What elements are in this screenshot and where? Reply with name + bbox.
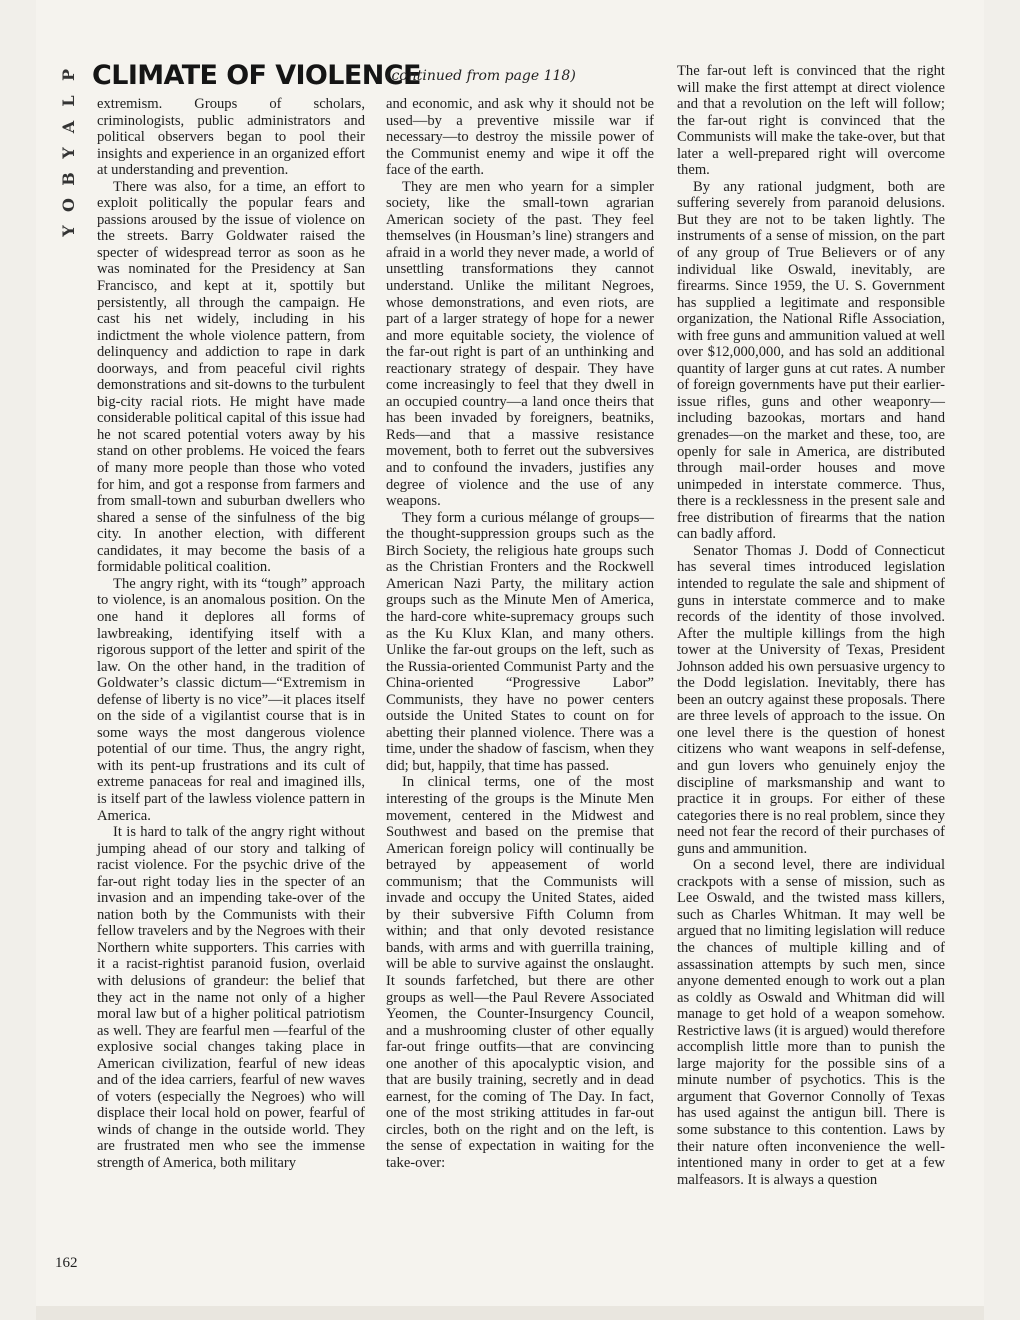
- text-column-3: [677, 63, 945, 1282]
- paragraph: They are men who yearn for a simpler society, like the small-town agrarian American society of the past. They feel themselves (in Housman’s line) strangers and afraid in a world they never made, a world of unsettling transformations they cannot understand. Unlike the militant Negroes, whose demonstrations, and even riots, are part of a larger strategy of hope for a newer and more equitable society, the violence of the far-out right is part of an unthinking and reactionary strategy of despair. They have come increasingly to feel that they dwell in an occupied country—a land once theirs that has been invaded by foreigners, beatniks, Reds—and that a massive resistance movement, both to ferret out the subversives and to confound the invaders, justifies any degree of violence and the use of any weapons.: [386, 178, 654, 510]
- paragraph: By any rational judgment, both are suffering severely from paranoid delusions. But they are not to be taken lightly. The instruments of a sense of mission, on the part of any group of True Believers or of any individual like Oswald, inevitably, are firearms. Since 1959, the U. S. Government has supplied a legitimate and responsible organization, the National Rifle Association, with free guns and ammunition valued at well over $12,000,000, and has sold an additional quantity of larger guns at cut rates. A number of foreign governments have put their earlier-issue rifles, guns and other weaponry—including bazookas, mortars and hand grenades—on the market and these, too, are openly for sale in America, are distributed through mail-order houses and move unimpeded in interstate commerce. Thus, there is a recklessness in the present sale and free distribution of firearms that the nation can badly afford.: [677, 178, 945, 543]
- paragraph: In clinical terms, one of the most interesting of the groups is the Minute Men movement, centered in the Midwest and Southwest and based on the premise that American foreign policy will continually be betrayed by appeasement of world communism; that the Communists will invade and occupy the United States, aided by their subversive Fifth Column from within; and that only devoted resistance bands, with arms and with guerrilla training, will be able to survive against the onslaught. It sounds farfetched, but there are other groups as well—the Paul Revere Associated Yeomen, the Counter-Insurgency Council, and a mushrooming cluster of other equally far-out fringe outfits—that are convincing one another of this apocalyptic vision, and that are busily training, secretly and in dead earnest, for the coming of The Day. In fact, one of the most striking attitudes in far-out circles, both on the right and on the left, is the sense of expectation in waiting for the take-over:: [386, 774, 654, 1171]
- paragraph: There was also, for a time, an effort to exploit politically the popular fears and passions aroused by the issue of violence on the streets. Barry Goldwater raised the specter of widespread terror as soon as he was nominated for the Presidency at San Francisco, and kept at it, spottily but persistently, all through the campaign. He cast his net widely, including in his indictment the whole violence pattern, from delinquency and addiction to rape in dark doorways, and from peaceful civil rights demonstrations and sit-downs to the turbulent big-city racial riots. He might have made considerable political capital of this issue had he not scared potential voters away by his stand on other problems. He voiced the fears of many more people than those who voted for him, and got a response from farmers and from small-town and suburban dwellers who shared a sense of the sinfulness of the big city. In another election, with different candidates, it may become the basis of a formidable political coalition.: [97, 178, 365, 576]
- magazine-name-vertical: P L A Y B O Y: [59, 68, 78, 237]
- continued-note: (continued from page 118): [386, 68, 576, 84]
- text-column-2: [386, 96, 654, 1282]
- text-column-1: [97, 96, 365, 1282]
- paragraph: It is hard to talk of the angry right without jumping ahead of our story and talking of racist violence. For the psychic drive of the far-out right today lies in the specter of an invasion and an impending take-over of the nation both by the Communists with their fellow travelers and by the Negroes with their Northern white supporters. This carries with it a racist-rightist paranoid fusion, overlaid with delusions of grandeur: the belief that they act in the name not only of a higher moral law but of a higher political patriotism as well. They are fearful men —fearful of the explosive social changes taking place in American civilization, fearful of new ideas and of the idea carriers, fearful of new waves of voters (especially the Negroes) who will displace their local hold on power, fearful of winds of change in the outside world. They are frustrated men who see the immense strength of America, both military: [97, 824, 365, 1171]
- paragraph: and economic, and ask why it should not be used—by a preventive missile war if necessary—to destroy the missile power of the Communist enemy and wipe it off the face of the earth.: [386, 96, 654, 179]
- page-number: 162: [55, 1255, 78, 1271]
- paragraph: extremism. Groups of scholars, criminologists, public administrators and political observers began to pool their insights and experience in an organized effort at understanding and prevention.: [97, 96, 365, 179]
- paragraph: On a second level, there are individual crackpots with a sense of mission, such as Lee Oswald, and the twisted mass killers, such as Charles Whitman. It may well be argued that no limiting legislation will reduce the chances of multiple killing and of assassination attempts by such men, since anyone demented enough to work out a plan as coldly as Oswald and Whitman did will manage to get hold of a weapon somehow. Restrictive laws (it is argued) would therefore accomplish little more than to punish the large majority for the possible sins of a minute number of psychotics. This is the argument that Governor Connolly of Texas has used against the antigun bill. There is some substance to this contention. Laws by their nature often inconvenience the well-intentioned many in order to get at a few malfeasors. It is always a question: [677, 857, 946, 1188]
- article-headline: CLIMATE OF VIOLENCE: [92, 60, 421, 91]
- paragraph: The far-out left is convinced that the right will make the first attempt at direct violence and that a revolution on the left will follow; the far-out right is convinced that the Communists will make the take-over, but that later a well-prepared right will overcome them.: [677, 63, 945, 179]
- paragraph: The angry right, with its “tough” approach to violence, is an anomalous position. On the one hand it deplores all forms of lawbreaking, identifying itself with a rigorous support of the letter and spirit of the law. On the other hand, in the tradition of Goldwater’s classic dictum—“Extremism in defense of liberty is no vice”—it places itself on the side of a vigilantist course that is in some ways the most dangerous violence potential of our time. Thus, the angry right, with its pent-up frustrations and its cult of extreme panaceas for real and imagined ills, is itself part of the lawless violence pattern in America.: [97, 575, 365, 824]
- paragraph: They form a curious mélange of groups—the thought-suppression groups such as the Birch Society, the religious hate groups such as the Christian Fronters and the Rockwell American Nazi Party, the military action groups such as the Minute Men of America, the hard-core white-supremacy groups such as the Ku Klux Klan, and many others. Unlike the far-out groups on the left, such as the Russia-oriented Communist Party and the China-oriented “Progressive Labor” Communists, they have no power centers outside the United States to count on for abetting their planned violence. There was a time, under the shadow of fascism, when they did; but, happily, that time has passed.: [386, 509, 654, 774]
- page-edge: [36, 1306, 984, 1320]
- paragraph: Senator Thomas J. Dodd of Connecticut has several times introduced legislation intended to regulate the sale and shipment of guns in interstate commerce and to make records of the identity of those involved. After the multiple killings from the high tower at the University of Texas, President Johnson added his own persuasive urgency to the Dodd legislation. Inevitably, there has been an outcry against these proposals. There are three levels of approach to the issue. On one level there is the question of honest citizens who want weapons in self-defense, and gun lovers who genuinely enjoy the discipline of marksmanship and want to practice it in groups. For either of these categories there is no real problem, since they need not fear the record of their purchases of guns and ammunition.: [677, 542, 945, 857]
